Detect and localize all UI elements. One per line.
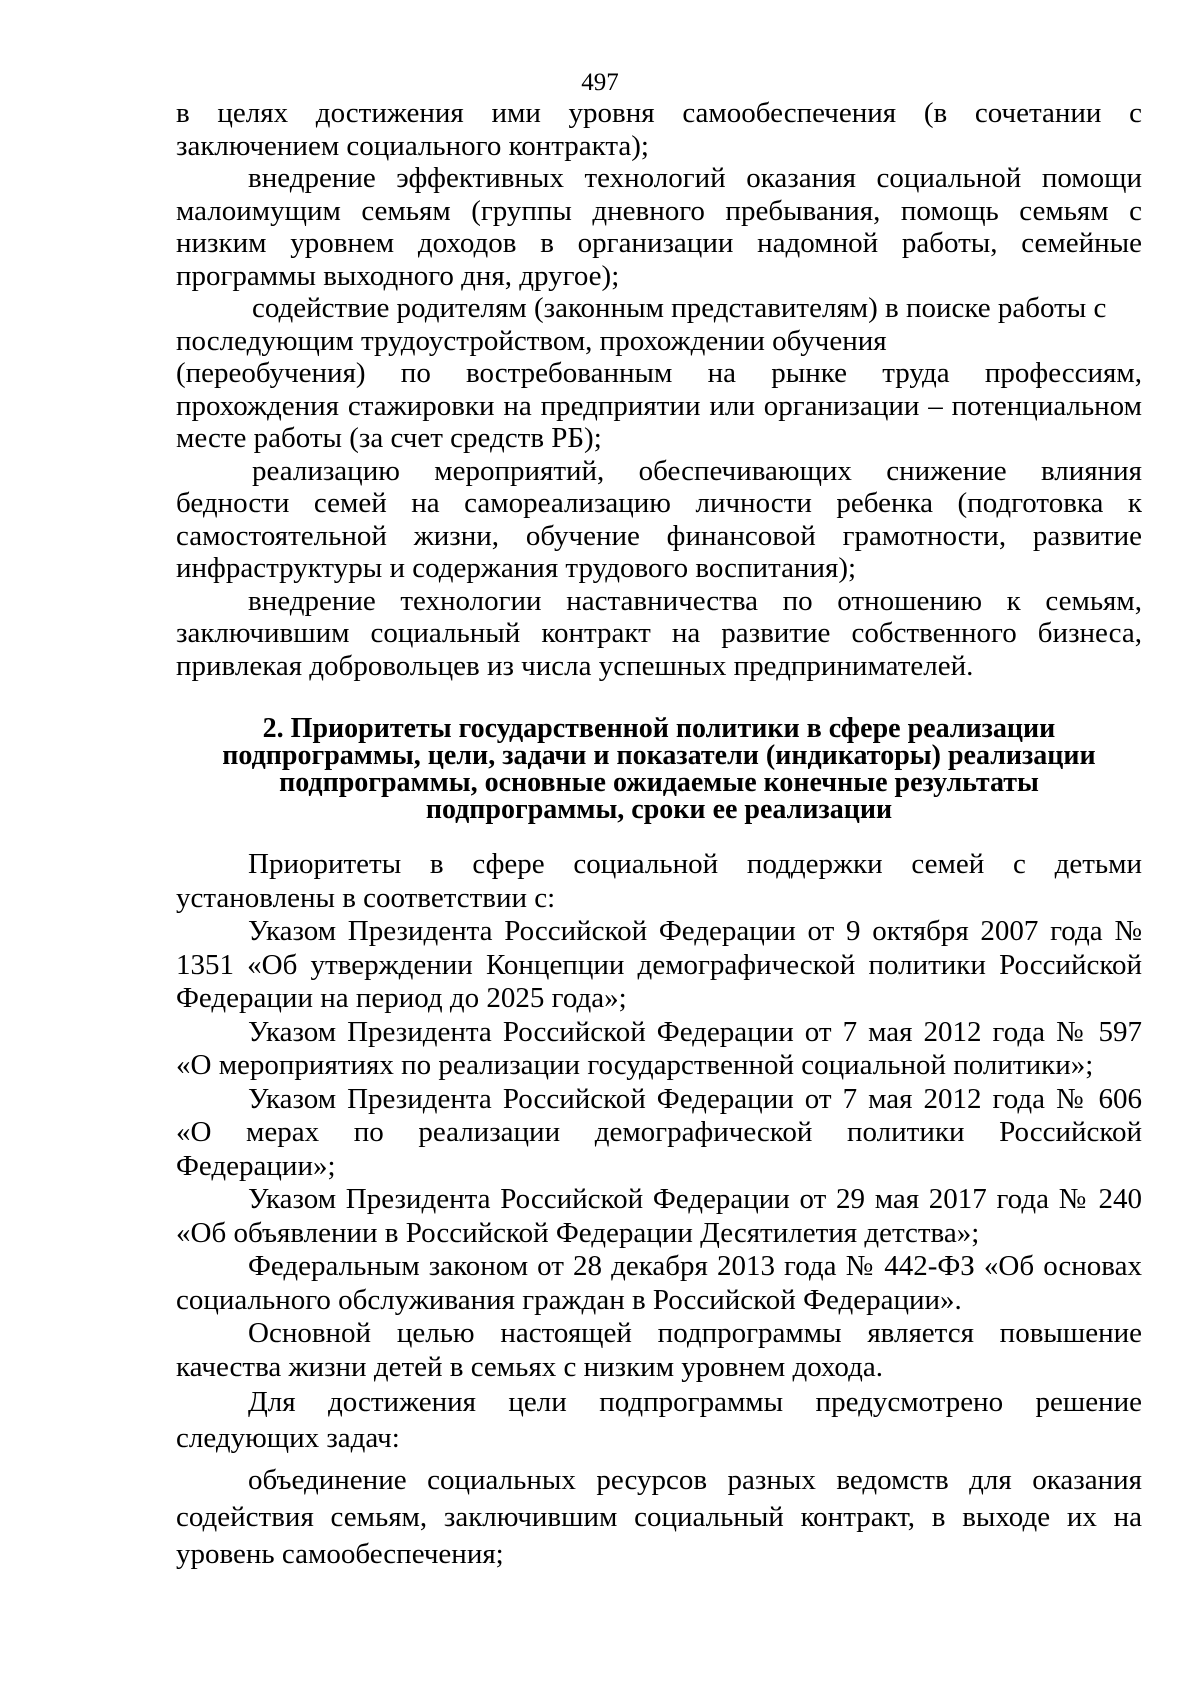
heading-line: подпрограммы, основные ожидаемые конечные результаты bbox=[279, 767, 1039, 798]
heading-line: подпрограммы, сроки ее реализации bbox=[425, 794, 893, 825]
paragraph: Указом Президента Российской Федерации от 7 мая 2012 года № 597 «О мероприятиях по реализации государственной социальной политики»; bbox=[176, 1015, 1142, 1081]
paragraph: Указом Президента Российской Федерации от 7 мая 2012 года № 606 «О мерах по реализации демографической политики Российской Федерации»; bbox=[176, 1082, 1142, 1182]
section-heading bbox=[176, 715, 1142, 823]
page-number: 497 bbox=[581, 69, 619, 96]
paragraph: содействие родителям (законным представителям) в поиске работы с последующим трудоустройством, прохождении обучения bbox=[176, 292, 1107, 357]
heading-line: подпрограммы, цели, задачи и показатели (индикаторы) реализации bbox=[222, 740, 1096, 771]
paragraph: Для достижения цели подпрограммы предусмотрено решение следующих задач: bbox=[176, 1386, 1142, 1454]
paragraph: Федеральным законом от 28 декабря 2013 года № 442-ФЗ «Об основах социального обслуживания граждан в Российской Федерации». bbox=[176, 1250, 1142, 1316]
paragraph: реализацию мероприятий, обеспечивающих снижение влияния бедности семей на самореализацию личности ребенка (подготовка к самостоятельной жизни, обучение финансовой грамотности, развитие инфраструктуры и содержания трудового воспитания); bbox=[176, 454, 1142, 584]
paragraph: внедрение технологии наставничества по отношению к семьям, заключившим социальный контракт на развитие собственного бизнеса, привлекая добровольцев из числа успешных предпринимателей. bbox=[176, 584, 1142, 682]
top-text-block bbox=[176, 97, 1142, 682]
paragraph: объединение социальных ресурсов разных ведомств для оказания содействия семьям, заключившим социальный контракт, в выходе их на уровень самообеспечения; bbox=[176, 1464, 1142, 1570]
paragraph: внедрение эффективных технологий оказания социальной помощи малоимущим семьям (группы дневного пребывания, помощь семьям с низким уровнем доходов в организации надомной работы, семейные программы выходного дня, другое); bbox=[176, 162, 1142, 292]
paragraph: Указом Президента Российской Федерации от 9 октября 2007 года № 1351 «Об утверждении Концепции демографической политики Российской Федерации на период до 2025 года»; bbox=[176, 915, 1142, 1014]
paragraph: (переобучения) по востребованным на рынке труда профессиям, прохождения стажировки на предприятии или организации – потенциальном месте работы (за счет средств РБ); bbox=[176, 357, 1142, 454]
paragraph: Указом Президента Российской Федерации от 29 мая 2017 года № 240 «Об объявлении в Российской Федерации Десятилетия детства»; bbox=[176, 1183, 1142, 1249]
paragraph: Приоритеты в сфере социальной поддержки семей с детьми установлены в соответствии с: bbox=[176, 848, 1142, 914]
body-text-block bbox=[176, 848, 1142, 1573]
heading-line: 2. Приоритеты государственной политики в сфере реализации bbox=[262, 713, 1056, 744]
paragraph: в целях достижения ими уровня самообеспечения (в сочетании с заключением социального контракта); bbox=[176, 97, 1142, 162]
paragraph: Основной целью настоящей подпрограммы является повышение качества жизни детей в семьях с низким уровнем дохода. bbox=[176, 1317, 1142, 1383]
